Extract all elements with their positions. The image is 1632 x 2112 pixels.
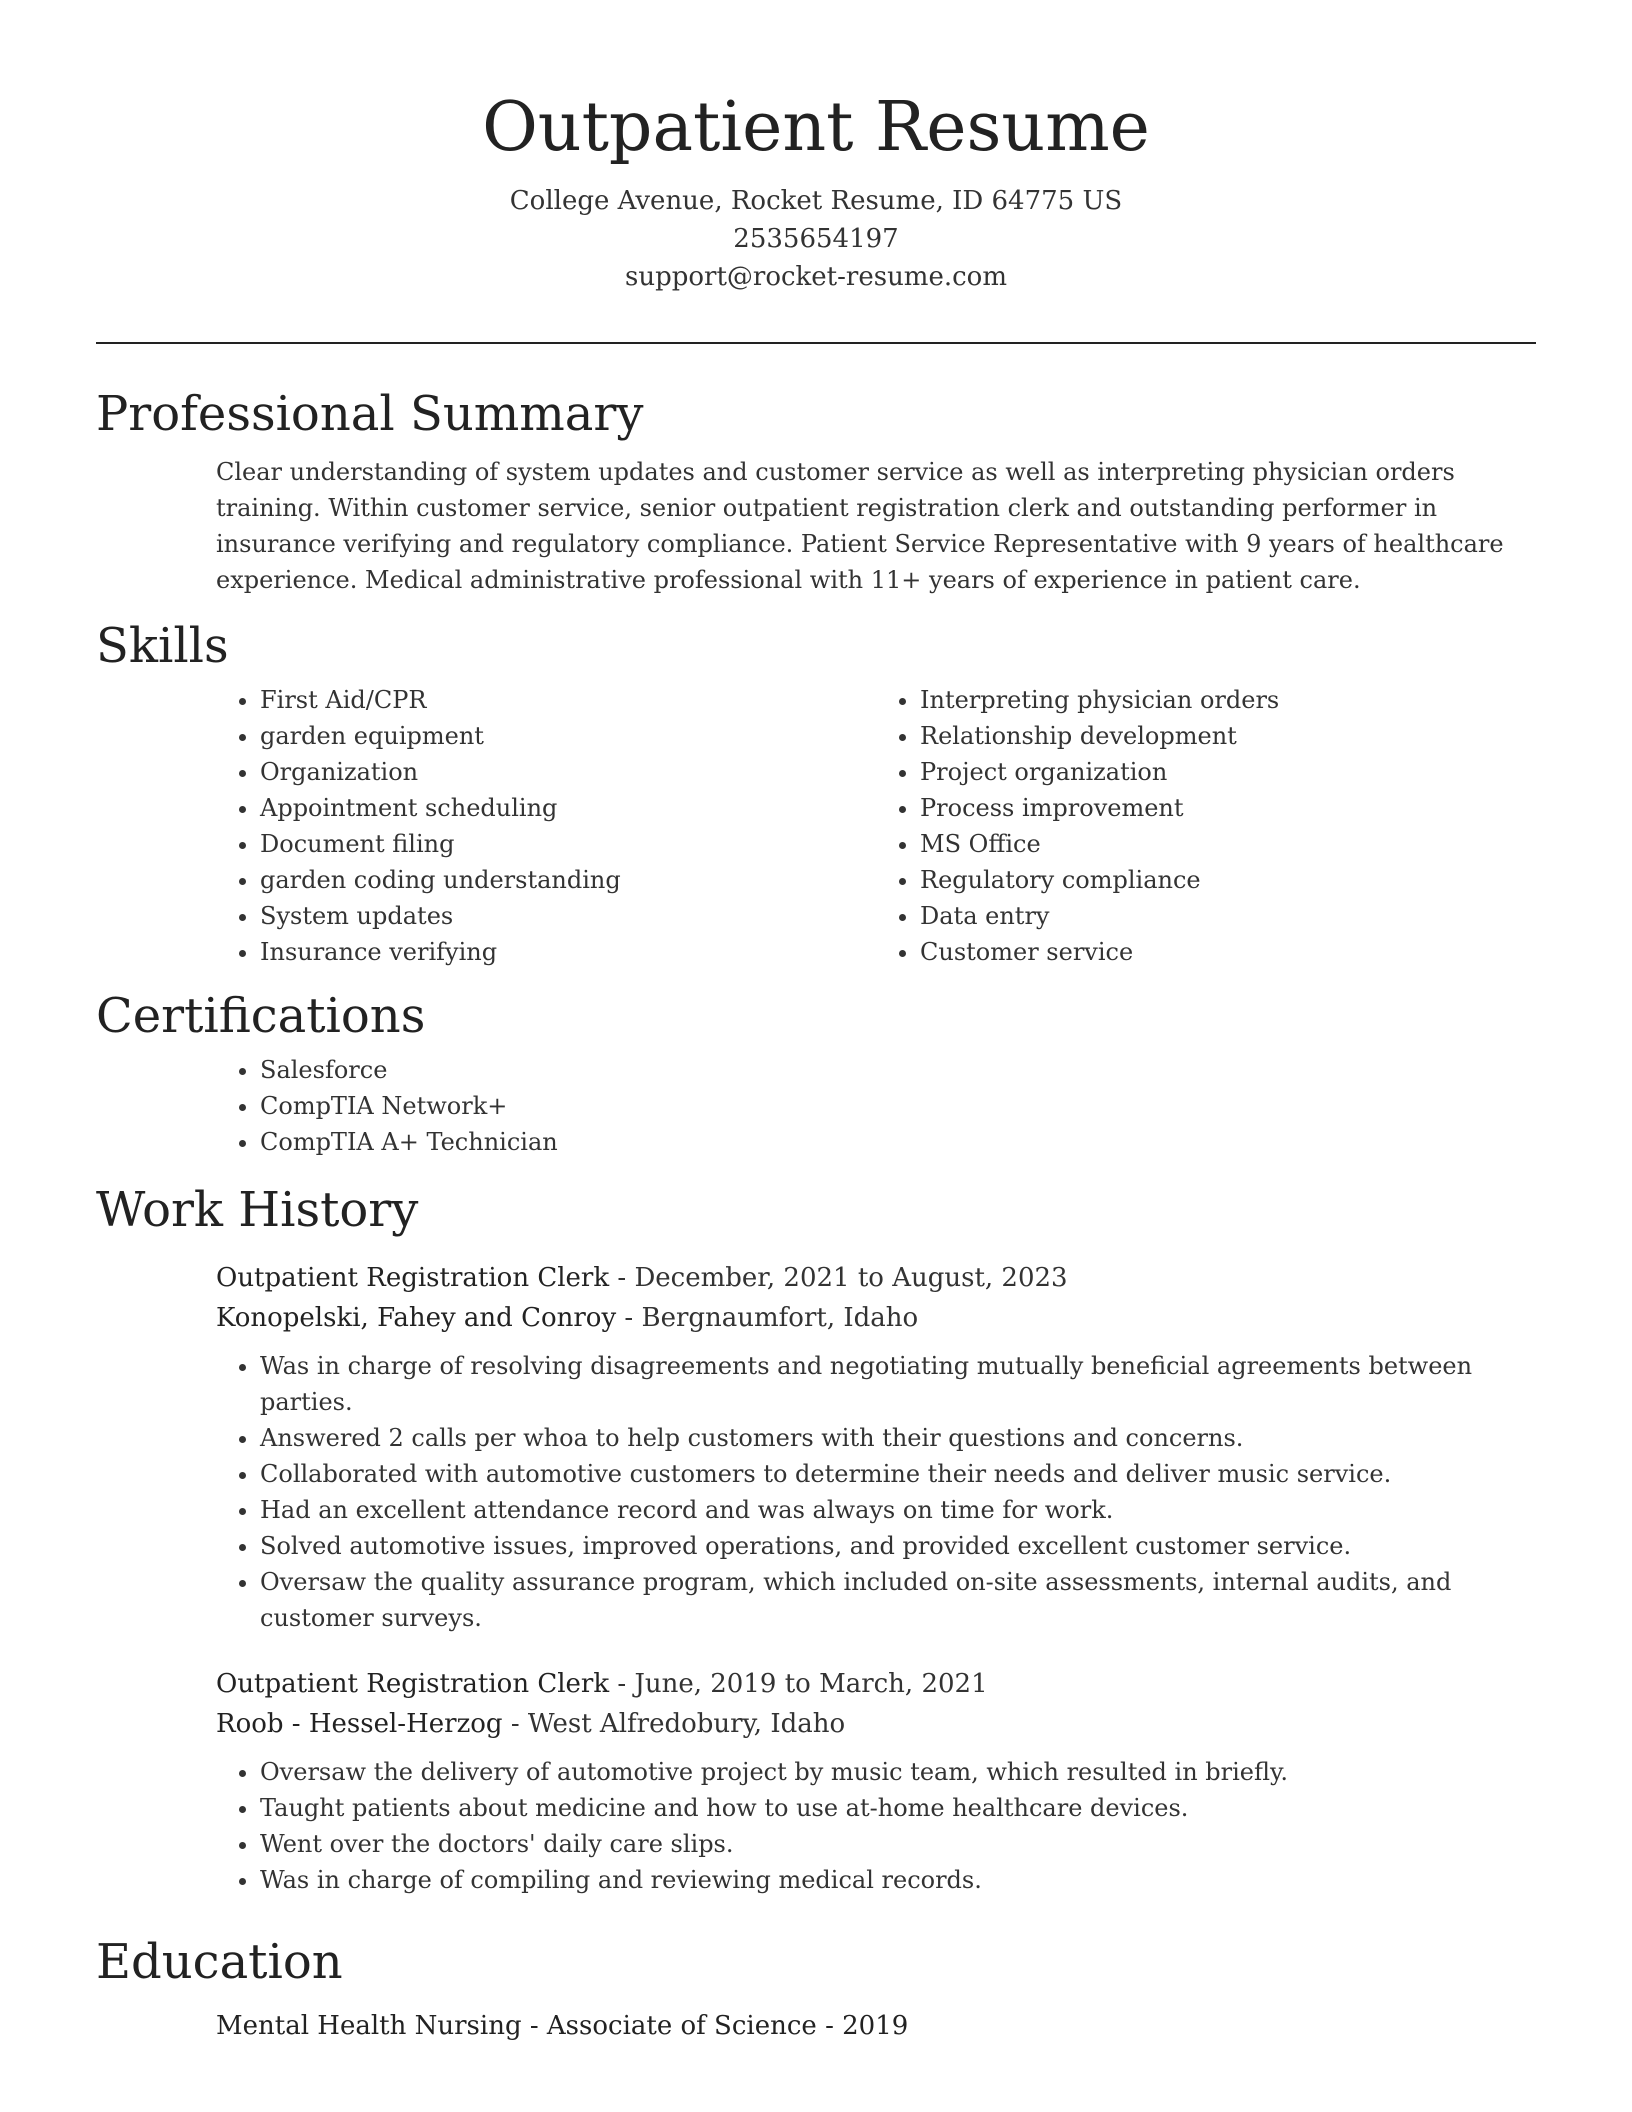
- job-dates: - June, 2019 to March, 2021: [609, 1669, 988, 1699]
- contact-phone: 2535654197: [733, 224, 899, 254]
- job-role: Outpatient Registration Clerk: [216, 1669, 610, 1699]
- summary-text: Clear understanding of system updates and customer service as well as interpreting physician orders training. Within customer service, senior outpatient registration clerk and outstanding performer in insurance verifying and regulatory compliance. Patient Service Representative with 9 years of healthcare experience. Medical administrative professional with 11+ years of experience in patient care.: [216, 458, 1504, 594]
- resume-content: [96, 378, 1536, 2046]
- contact-info: [0, 182, 1632, 296]
- skills-list-right: [876, 682, 1536, 970]
- job-bullet: • Oversaw the delivery of automotive project by music team, which resulted in briefly.: [260, 1754, 1536, 1790]
- resume-name: Outpatient Resume: [482, 88, 1150, 167]
- skill-item: • Insurance verifying: [260, 934, 876, 970]
- certification-item: • CompTIA A+ Technician: [260, 1124, 1536, 1160]
- skill-item: • Process improvement: [920, 790, 1536, 826]
- job-company: Roob - Hessel-Herzog: [216, 1709, 503, 1739]
- skills-list-left: [216, 682, 876, 970]
- skill-item: • Organization: [260, 754, 876, 790]
- job-bullet: • Had an excellent attendance record and was always on time for work.: [260, 1492, 1536, 1528]
- job-employer: [216, 1298, 1536, 1338]
- job-dates: - December, 2021 to August, 2023: [609, 1263, 1068, 1293]
- job-bullet: • Answered 2 calls per whoa to help customers with their questions and concerns.: [260, 1420, 1536, 1456]
- job-bullet: • Solved automotive issues, improved operations, and provided excellent customer service.: [260, 1528, 1536, 1564]
- skill-item: • First Aid/CPR: [260, 682, 876, 718]
- job-company: Konopelski, Fahey and Conroy: [216, 1303, 617, 1333]
- education-section: [96, 1926, 1536, 2046]
- skill-item: • garden equipment: [260, 718, 876, 754]
- job-location: - West Alfredobury, Idaho: [502, 1709, 846, 1739]
- skill-item: • Appointment scheduling: [260, 790, 876, 826]
- contact-email: support@rocket-resume.com: [624, 262, 1007, 292]
- job-role: Outpatient Registration Clerk: [216, 1263, 610, 1293]
- skills-section: [96, 610, 1536, 970]
- job-bullet: • Taught patients about medicine and how to use at-home healthcare devices.: [260, 1790, 1536, 1826]
- job-bullet: • Oversaw the quality assurance program, which included on-site assessments, internal audits, and customer surveys.: [260, 1564, 1536, 1636]
- work-history-title: Work History: [96, 1182, 419, 1238]
- summary-title: Professional Summary: [96, 386, 644, 442]
- certifications-list: [216, 1052, 1536, 1160]
- job-bullet: • Went over the doctors' daily care slips.: [260, 1826, 1536, 1862]
- summary-section: [96, 378, 1536, 598]
- skill-item: • Customer service: [920, 934, 1536, 970]
- job-entry: [216, 1258, 1536, 1636]
- skill-item: • Document filing: [260, 826, 876, 862]
- skill-item: • Interpreting physician orders: [920, 682, 1536, 718]
- skill-item: • garden coding understanding: [260, 862, 876, 898]
- job-bullet: • Collaborated with automotive customers to determine their needs and deliver music service.: [260, 1456, 1536, 1492]
- work-history-section: [96, 1174, 1536, 1898]
- job-location: - Bergnaumfort, Idaho: [616, 1303, 919, 1333]
- job-bullets: [216, 1754, 1536, 1898]
- skill-item: • Project organization: [920, 754, 1536, 790]
- skill-item: • MS Office: [920, 826, 1536, 862]
- contact-address: College Avenue, Rocket Resume, ID 64775 US: [509, 186, 1123, 216]
- certifications-title: Certifications: [96, 988, 426, 1044]
- job-bullet: • Was in charge of compiling and reviewing medical records.: [260, 1862, 1536, 1898]
- job-bullet: • Was in charge of resolving disagreements and negotiating mutually beneficial agreements between parties.: [260, 1348, 1536, 1420]
- education-entry: Mental Health Nursing - Associate of Science - 2019: [216, 2011, 909, 2041]
- resume-header: [0, 0, 1632, 296]
- skill-item: • Data entry: [920, 898, 1536, 934]
- job-employer: [216, 1704, 1536, 1744]
- certification-item: • Salesforce: [260, 1052, 1536, 1088]
- skill-item: • System updates: [260, 898, 876, 934]
- job-heading: [216, 1664, 1536, 1704]
- certifications-section: [96, 980, 1536, 1160]
- skills-title: Skills: [96, 618, 229, 674]
- job-heading: [216, 1258, 1536, 1298]
- job-entry: [216, 1664, 1536, 1898]
- education-title: Education: [96, 1934, 343, 1990]
- certification-item: • CompTIA Network+: [260, 1088, 1536, 1124]
- skill-item: • Relationship development: [920, 718, 1536, 754]
- header-divider: [96, 342, 1536, 344]
- job-bullets: [216, 1348, 1536, 1636]
- skill-item: • Regulatory compliance: [920, 862, 1536, 898]
